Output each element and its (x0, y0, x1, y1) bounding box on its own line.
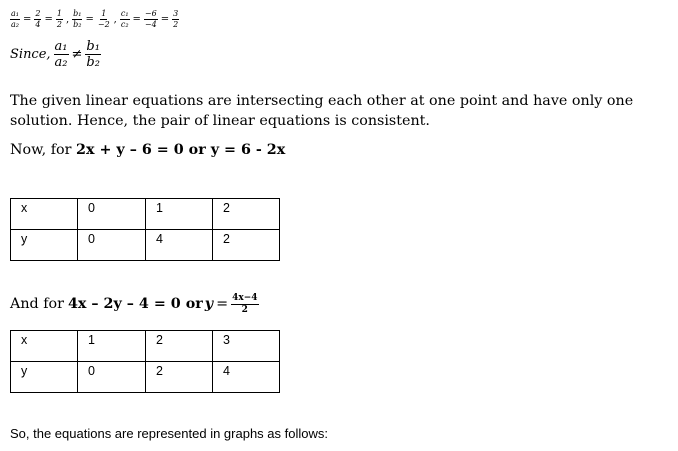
consistency-paragraph: The given linear equations are intersecting each other at one point and have only one solution. Hence, the pair of linear equations is consistent. (10, 93, 634, 129)
equation-two: 4x – 2y – 4 = 0 or (67, 295, 203, 312)
graph-intro-text: So, the equations are represented in graphs as follows: (10, 426, 328, 441)
neg6-over-neg4: $\frac{-6}{-4}$ (144, 9, 157, 29)
y-fraction: $\frac{4x-4}{2}$ (232, 293, 258, 315)
two-over-four: $\frac{2}{4}$ (35, 9, 41, 29)
one-over-two: $\frac{1}{2}$ (56, 9, 62, 29)
not-equal-sign: ≠ (71, 47, 83, 62)
three-over-two: $\frac{3}{2}$ (173, 9, 179, 29)
table-row: x 0 1 2 (11, 199, 280, 230)
since-inequality (10, 40, 101, 69)
table-row: x 1 2 3 (11, 331, 280, 362)
now-for-line: Now, for 2x + y – 6 = 0 or y = 6 - 2x (10, 142, 286, 158)
since-a-ratio: $\frac{\text{a₁}}{\text{a₂}}$ (54, 39, 68, 70)
ratio-equation-line: $\frac{\text{a₁}}{\text{a₂}}$ = $\frac{2}{4}$ = $\frac{1}{2}$ , $\frac{\text{b₁}}{\text{b₂}}$ = $\frac{1}{-2}$ , $\frac{\text{c₁}}{\text{c₂}}$ = $\frac{-6}{-4}$ = $\frac{3}{2}$ (11, 9, 179, 29)
c1-over-c2: $\frac{\text{c₁}}{\text{c₂}}$ (120, 9, 129, 29)
since-b-ratio: $\frac{\text{b₁}}{\text{b₂}}$ (86, 39, 100, 70)
values-table-2 (10, 330, 280, 393)
table-row: y 0 4 2 (11, 230, 280, 261)
a1-over-a2: $\frac{\text{a₁}}{\text{a₂}}$ (11, 9, 19, 29)
table-row: y 0 2 4 (11, 362, 280, 393)
one-over-neg-two: $\frac{1}{-2}$ (97, 9, 110, 29)
values-table-1 (10, 198, 280, 261)
equation-one: 2x + y – 6 = 0 or y = 6 - 2x (76, 142, 286, 158)
b1-over-b2: $\frac{\text{b₁}}{\text{b₂}}$ (73, 9, 82, 29)
and-for-line: And for 4x – 2y – 4 = 0 or y = $\frac{4x-4}{2}$ (10, 293, 258, 315)
since-label: Since, (10, 47, 51, 62)
